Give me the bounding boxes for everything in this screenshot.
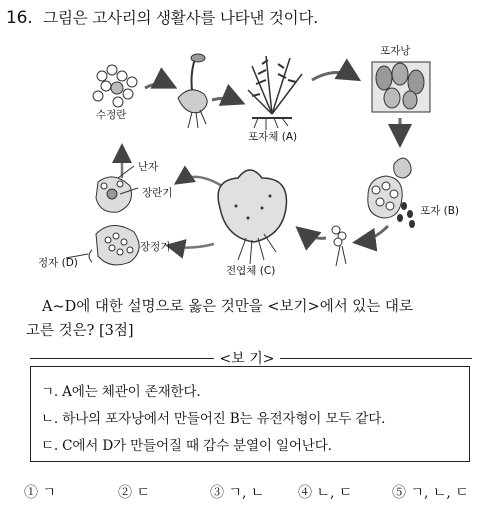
- choice-3[interactable]: ③ ㄱ, ㄴ: [210, 485, 265, 501]
- arrow-spore-to-germination: [358, 226, 388, 242]
- archegonium-illustration: [96, 166, 138, 212]
- box-title: [0, 348, 494, 368]
- box-title-text: <보 기>: [214, 351, 281, 367]
- young-sporophyte-illustration: [178, 54, 207, 128]
- prompt-line-2: 고른 것은? [3점]: [26, 323, 134, 339]
- arrow-young-to-sporophyte: [212, 98, 240, 102]
- choice-2[interactable]: ② ㄷ: [118, 485, 150, 501]
- fern-sporophyte-illustration: [248, 56, 302, 130]
- label-archegonium: 장란기: [142, 187, 173, 199]
- question-prompt: [26, 295, 488, 343]
- choice-4[interactable]: ④ ㄴ, ㄷ: [298, 485, 353, 501]
- bogi-item-b: ㄴ. 하나의 포자낭에서 만들어진 B는 유전자형이 모두 같다.: [41, 411, 386, 427]
- question-stem: 그림은 고사리의 생활사를 나타낸 것이다.: [43, 9, 318, 27]
- label-prothallus: 전엽체 (C): [226, 265, 276, 277]
- arrow-germination-to-prothallus: [300, 230, 326, 238]
- label-sperm: 정자 (D): [38, 257, 78, 269]
- germinating-spore-illustration: [332, 226, 346, 266]
- spore-cluster-illustration: [368, 158, 415, 228]
- bogi-box: [30, 366, 470, 462]
- label-spore: 포자 (B): [420, 205, 460, 217]
- bogi-item-a: ㄱ. A에는 체관이 존재한다.: [41, 384, 201, 400]
- bogi-item-c: ㄷ. C에서 D가 만들어질 때 감수 분열이 일어난다.: [41, 438, 332, 454]
- label-fertilized-egg: 수정란: [96, 109, 127, 121]
- label-antheridium: 장정기: [140, 241, 171, 253]
- question-header: [6, 6, 318, 28]
- label-egg: 난자: [138, 161, 159, 173]
- fertilized-egg-illustration: [93, 65, 137, 107]
- prompt-line-1: A~D에 대한 설명으로 옳은 것만을 <보기>에서 있는 대로: [42, 299, 413, 315]
- choice-1[interactable]: ① ㄱ: [24, 485, 56, 501]
- question-number: 16.: [6, 8, 33, 28]
- label-sporophyte: 포자체 (A): [248, 131, 298, 143]
- fern-life-cycle-diagram: [0, 38, 494, 288]
- choice-5[interactable]: ⑤ ㄱ, ㄴ, ㄷ: [392, 485, 469, 501]
- arrow-sporophyte-to-sporangium: [312, 72, 356, 80]
- arrow-zygote-to-young: [145, 83, 172, 88]
- prothallus-illustration: [218, 170, 286, 264]
- label-sporangium: 포자낭: [380, 45, 411, 57]
- sporangium-illustration: [372, 62, 430, 112]
- arrow-prothallus-to-archegonium: [178, 177, 222, 186]
- arrow-prothallus-to-antheridium: [170, 244, 214, 248]
